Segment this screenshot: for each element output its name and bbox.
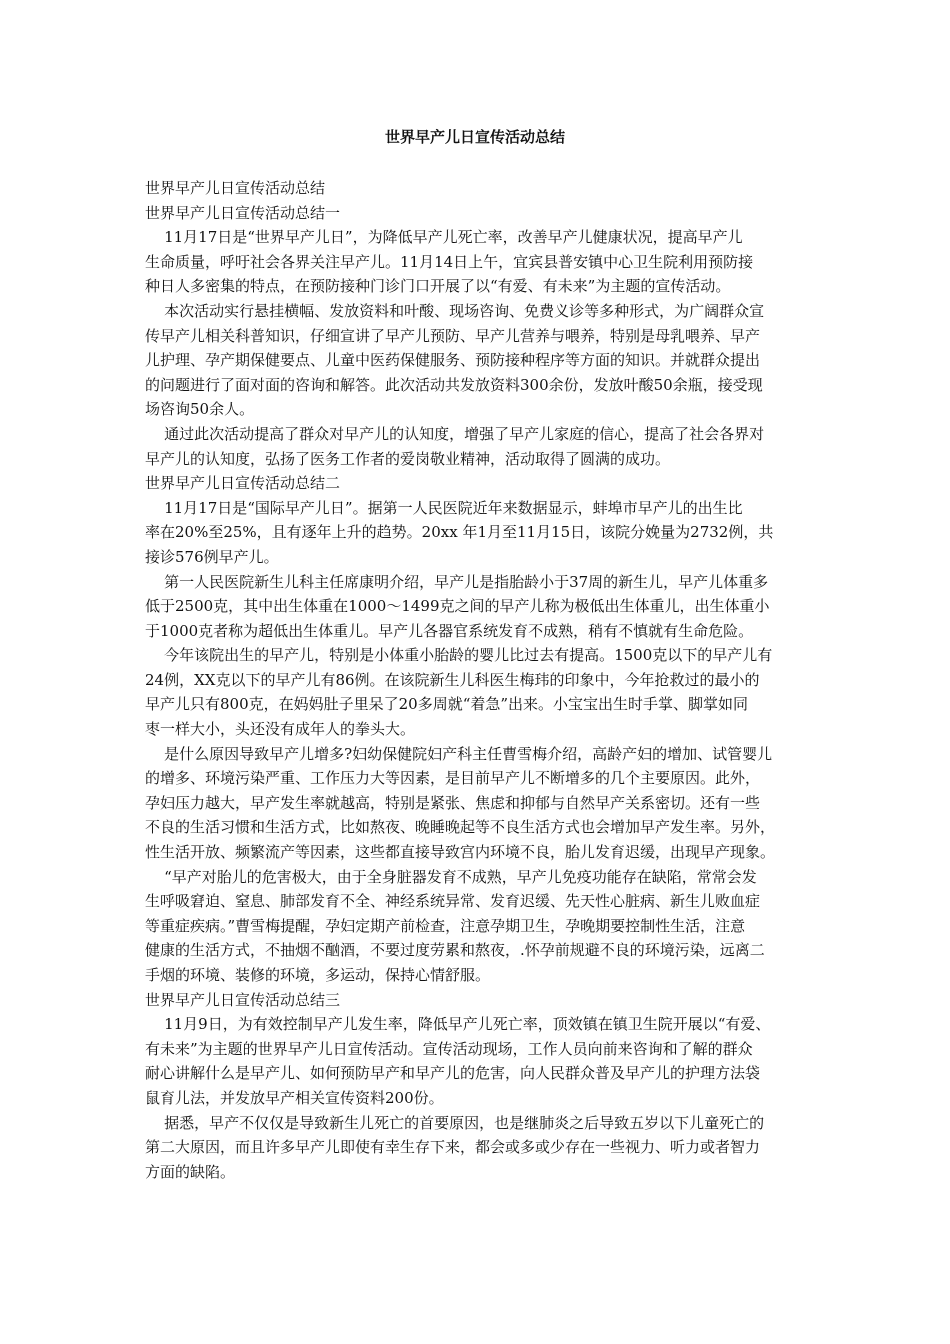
document-line: 传早产儿相关科普知识，仔细宣讲了早产儿预防、早产儿营养与喂养，特别是母乳喂养、早产	[145, 326, 761, 345]
document-line: 的增多、环境污染严重、工作压力大等因素，是目前早产儿不断增多的几个主要原因。此外，	[145, 769, 761, 788]
document-line: 性生活开放、频繁流产等因素，这些都直接导致宫内环境不良，胎儿发育迟缓，出现早产现象。	[145, 843, 776, 862]
document-line: 儿护理、孕产期保健要点、儿童中医药保健服务、预防接种程序等方面的知识。并就群众提出	[145, 351, 761, 370]
document-body	[145, 176, 805, 1184]
document-line: 早产儿的认知度，弘扬了医务工作者的爱岗敬业精神，活动取得了圆满的成功。	[145, 449, 671, 468]
document-line: 是什么原因导致早产儿增多?妇幼保健院妇产科主任曹雪梅介绍，高龄产妇的增加、试管婴儿	[145, 744, 773, 763]
document-line: 低于2500克，其中出生体重在1000～1499克之间的早产儿称为极低出生体重儿，出生体重小	[145, 597, 770, 616]
document-line: 第二大原因，而且许多早产儿即使有幸生存下来，都会或多或少存在一些视力、听力或者智力	[145, 1138, 761, 1157]
document-line: 第一人民医院新生儿科主任席康明介绍，早产儿是指胎龄小于37周的新生儿，早产儿体重多	[145, 572, 769, 591]
document-line: 场咨询50余人。	[145, 400, 255, 419]
document-line: 耐心讲解什么是早产儿、如何预防早产和早产儿的危害，向人民群众普及早产儿的护理方法袋	[145, 1064, 761, 1083]
document-line: 世界早产儿日宣传活动总结三	[145, 990, 341, 1009]
document-line: 有未来”为主题的世界早产儿日宣传活动。宣传活动现场，工作人员向前来咨询和了解的群众	[145, 1039, 753, 1058]
document-line: 率在20%至25%，且有逐年上升的趋势。20xx 年1月至11月15日，该院分娩量为2732例，共	[145, 523, 774, 542]
document-line: 孕妇压力越大，早产发生率就越高，特别是紧张、焦虑和抑郁与自然早产关系密切。还有一些	[145, 793, 761, 812]
document-line: 手烟的环境、装修的环境，多运动，保持心情舒服。	[145, 966, 491, 984]
document-line: 方面的缺陷。	[145, 1162, 236, 1181]
document-line: 通过此次活动提高了群众对早产儿的认知度，增强了早产儿家庭的信心，提高了社会各界对	[145, 424, 765, 443]
document-title: 世界早产儿日宣传活动总结	[384, 128, 565, 146]
document-line: 11月17日是“国际早产儿日”。据第一人民医院近年来数据显示，蚌埠市早产儿的出生比	[145, 498, 743, 517]
document-line: 的问题进行了面对面的咨询和解答。此次活动共发放资料300余份，发放叶酸50余瓶，接受现	[145, 375, 763, 394]
document-line: 生呼吸窘迫、窒息、肺部发育不全、神经系统异常、发育迟缓、先天性心脏病、新生儿败血症	[145, 892, 761, 911]
document-line: 不良的生活习惯和生活方式，比如熬夜、晚睡晚起等不良生活方式也会增加早产发生率。另外，	[145, 818, 776, 837]
document-line: 于1000克者称为超低出生体重儿。早产儿各器官系统发育不成熟，稍有不慎就有生命危险。	[145, 621, 754, 640]
document-line: 世界早产儿日宣传活动总结一	[145, 203, 341, 222]
document-line: 今年该院出生的早产儿，特别是小体重小胎龄的婴儿比过去有提高。1500克以下的早产儿有	[145, 646, 773, 665]
document-line: 等重症疾病。”曹雪梅提醒，孕妇定期产前检查，注意孕期卫生，孕晚期要控制性生活，注意	[145, 916, 746, 935]
document-line: 健康的生活方式，不抽烟不酗酒，不要过度劳累和熬夜，.怀孕前规避不良的环境污染，远离二	[145, 941, 765, 960]
document-line: 据悉，早产不仅仅是导致新生儿死亡的首要原因，也是继肺炎之后导致五岁以下儿童死亡的	[145, 1113, 765, 1132]
document-line: “早产对胎儿的危害极大，由于全身脏器发育不成熟，早产儿免疫功能存在缺陷，常常会发	[145, 867, 757, 886]
document-line: 11月17日是“世界早产儿日”，为降低早产儿死亡率，改善早产儿健康状况，提高早产儿	[145, 228, 743, 247]
document-line: 11月9日，为有效控制早产儿发生率，降低早产儿死亡率，顶效镇在镇卫生院开展以“有爱、	[145, 1015, 771, 1034]
document-line: 本次活动实行悬挂横幅、发放资料和叶酸、现场咨询、免费义诊等多种形式，为广阔群众宣	[145, 301, 765, 320]
document-line: 24例，XX克以下的早产儿有86例。在该院新生儿科医生梅玮的印象中，今年抢救过的最小的	[145, 670, 760, 689]
document-line: 生命质量，呼吁社会各界关注早产儿。11月14日上午，宜宾县普安镇中心卫生院利用预防接	[145, 252, 754, 271]
document-line: 世界早产儿日宣传活动总结二	[145, 474, 341, 493]
document-line: 世界早产儿日宣传活动总结	[145, 179, 326, 197]
document-line: 枣一样大小，头还没有成年人的拳头大。	[145, 720, 416, 739]
document-line: 接诊576例早产儿。	[145, 547, 279, 566]
document-line: 种日人多密集的特点，在预防接种门诊门口开展了以“有爱、有未来”为主题的宣传活动。	[145, 277, 731, 296]
document-line: 早产儿只有800克，在妈妈肚子里呆了20多周就“着急”出来。小宝宝出生时手掌、脚掌如同	[145, 695, 749, 714]
document-line: 鼠育儿法，并发放早产相关宣传资料200份。	[145, 1088, 444, 1107]
